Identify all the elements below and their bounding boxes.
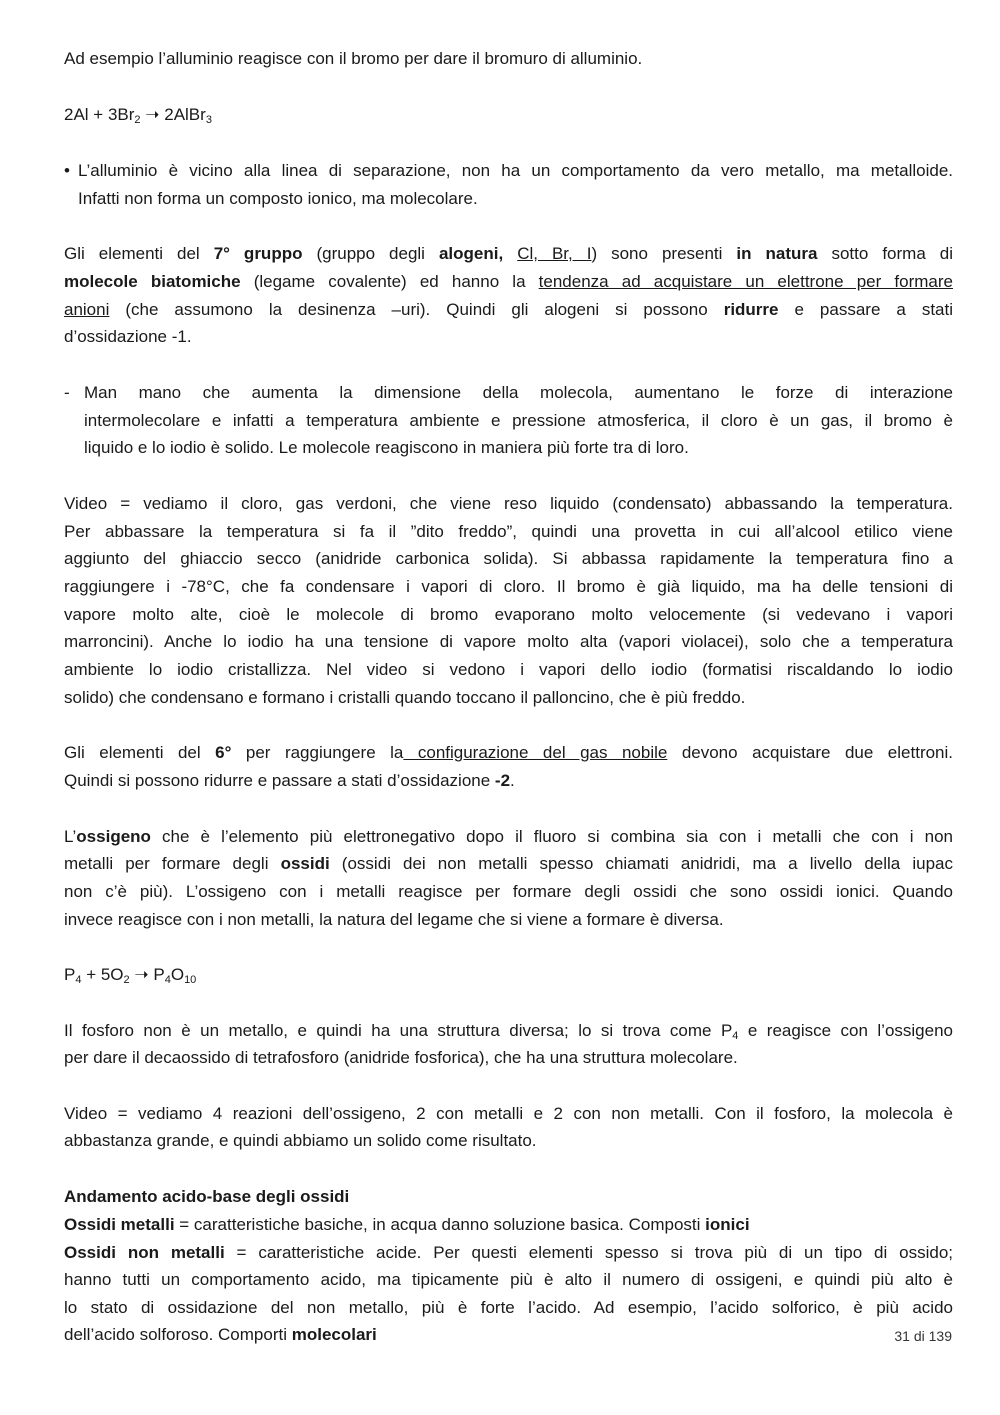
- page-number: 31 di 139: [894, 1328, 952, 1344]
- dash-icon: -: [64, 383, 70, 402]
- reaction-arrow-icon: ➝: [129, 965, 154, 984]
- bullet-icon: •: [64, 161, 70, 180]
- section-heading: Andamento acido-base degli ossidi: [64, 1187, 350, 1206]
- paragraph-aluminium-intro: Ad esempio l’alluminio reagisce con il bromo per dare il bromuro di alluminio.: [64, 49, 643, 68]
- equation-phosphorus-oxide: $P_4 + 5O_2$ ➝ $P_4O_{10}$: [64, 965, 197, 986]
- reaction-arrow-icon: ➝: [140, 105, 165, 124]
- equation-aluminium-bromide: $2Al + 3Br_2$ ➝ 2AlBr$_3$: [64, 105, 212, 126]
